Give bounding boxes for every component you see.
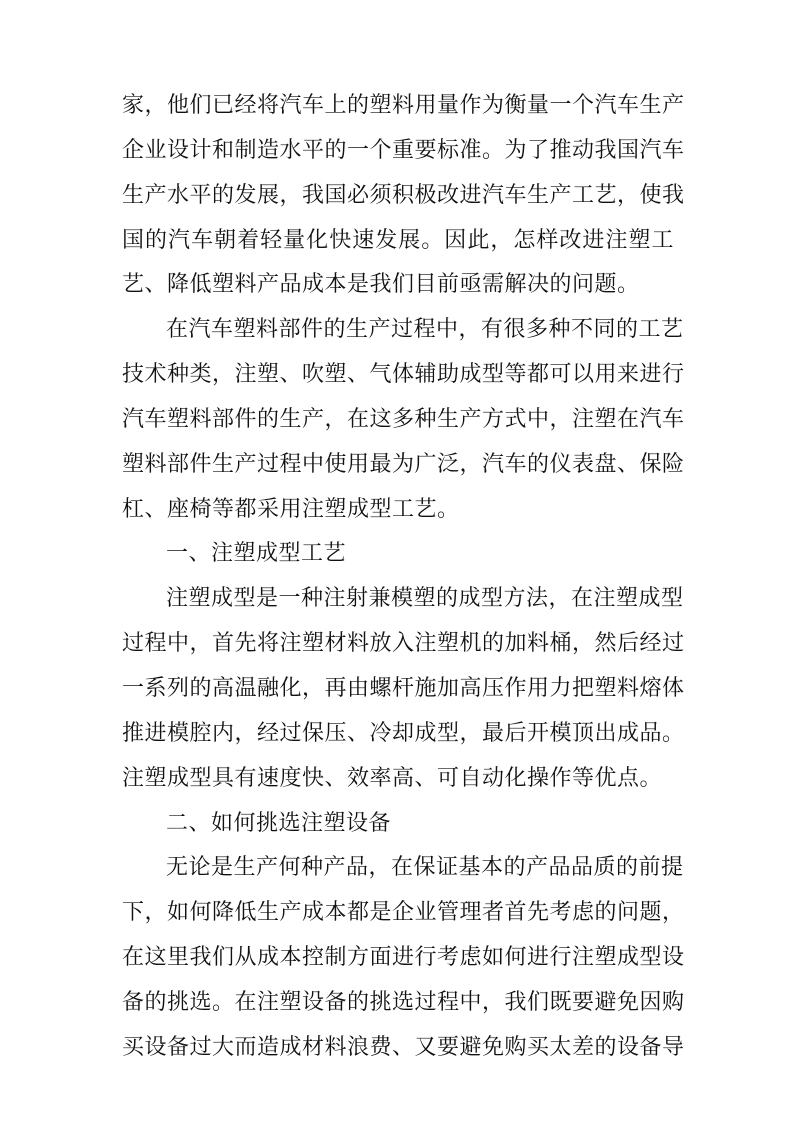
text-line: 技术种类，注塑、吹塑、气体辅助成型等都可以用来进行 [122, 362, 685, 388]
text-line: 在汽车塑料部件的生产过程中，有很多种不同的工艺 [166, 317, 684, 343]
text-line: 下，如何降低生产成本都是企业管理者首先考虑的问题， [122, 900, 685, 926]
text-line: 无论是生产何种产品，在保证基本的产品品质的前提 [166, 855, 684, 881]
document-body [122, 84, 685, 1071]
text-line: 家，他们已经将汽车上的塑料用量作为衡量一个汽车生产 [122, 93, 685, 118]
text-line: 企业设计和制造水平的一个重要标准。为了推动我国汽车 [122, 137, 685, 163]
text-line: 生产水平的发展，我国必须积极改进汽车生产工艺，使我 [122, 182, 685, 208]
text-line: 备的挑选。在注塑设备的挑选过程中，我们既要避免因购 [122, 989, 685, 1015]
text-line: 注塑成型具有速度快、效率高、可自动化操作等优点。 [122, 765, 663, 791]
text-line: 注塑成型是一种注射兼模塑的成型方法，在注塑成型 [166, 586, 684, 612]
section-heading: 二、如何挑选注塑设备 [166, 810, 392, 836]
text-line: 过程中，首先将注塑材料放入注塑机的加料桶，然后经过 [122, 631, 685, 657]
text-line: 杠、座椅等都采用注塑成型工艺。 [122, 496, 460, 522]
text-line: 国的汽车朝着轻量化快速发展。因此，怎样改进注塑工 [122, 227, 674, 253]
text-line: 汽车塑料部件的生产，在这多种生产方式中，注塑在汽车 [122, 406, 685, 432]
text-line: 推进模腔内，经过保压、冷却成型，最后开模顶出成品。 [122, 720, 685, 746]
text-line: 艺、降低塑料产品成本是我们目前亟需解决的问题。 [122, 272, 640, 298]
section-heading: 一、注塑成型工艺 [166, 541, 347, 567]
text-line: 塑料部件生产过程中使用最为广泛，汽车的仪表盘、保险 [122, 451, 685, 477]
text-line: 在这里我们从成本控制方面进行考虑如何进行注塑成型设 [122, 945, 685, 971]
text-line: 买设备过大而造成材料浪费、又要避免购买太差的设备导 [122, 1034, 685, 1060]
text-line: 一系列的高温融化，再由螺杆施加高压作用力把塑料熔体 [122, 675, 685, 701]
